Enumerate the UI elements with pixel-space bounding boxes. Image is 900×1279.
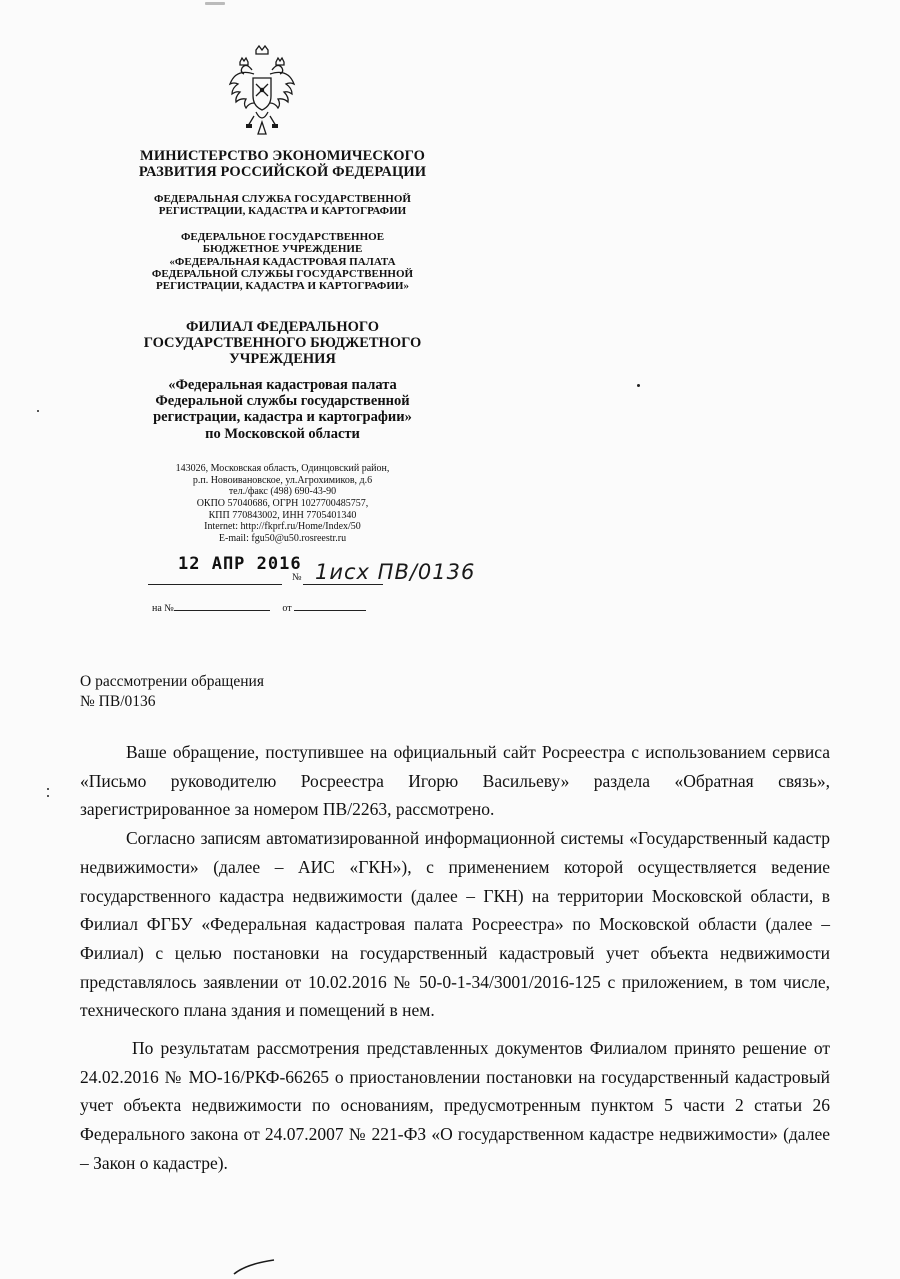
ministry-line: РАЗВИТИЯ РОССИЙСКОЙ ФЕДЕРАЦИИ	[138, 164, 427, 181]
ref-number-line	[174, 609, 270, 611]
ref-label: на №	[152, 603, 174, 614]
service-line: РЕГИСТРАЦИИ, КАДАСТРА И КАРТОГРАФИИ	[158, 205, 407, 218]
scan-speck	[37, 410, 39, 412]
contact-line: 143026, Московская область, Одинцовский район,	[175, 463, 390, 474]
scan-speck	[637, 384, 640, 387]
date-stamp: 12 АПР 2016	[178, 554, 302, 574]
outgoing-number: 1исх ПВ/0136	[315, 560, 476, 584]
from-label: от	[282, 603, 292, 614]
reference-row	[152, 603, 366, 614]
fgbu-line: РЕГИСТРАЦИИ, КАДАСТРА И КАРТОГРАФИИ»	[156, 280, 409, 293]
contact-line: Internet: http://fkprf.ru/Home/Index/50	[204, 521, 361, 533]
federal-service-name	[110, 193, 455, 218]
branch-line: УЧРЕЖДЕНИЯ	[229, 351, 336, 368]
contact-line: р.п. Новоивановское, ул.Агрохимиков, д.6	[192, 474, 373, 486]
subject-line: № ПВ/0136	[80, 693, 156, 711]
ministry-name	[110, 148, 455, 180]
scan-speck	[205, 2, 225, 5]
kadpalata-line: Федеральной службы государственной	[155, 393, 410, 410]
kadastr-palata-name	[110, 377, 455, 442]
branch-line: ФИЛИАЛ ФЕДЕРАЛЬНОГО	[185, 319, 380, 335]
fgbu-name	[110, 231, 455, 293]
subject-line: О рассмотрении обращения	[80, 673, 264, 690]
body-paragraph: Ваше обращение, поступившее на официальный сайт Росреестра с использованием сервиса «Письмо руководителю Росреестра Игорю Васильеву» раздела «Обратная связь», зарегистрированное за номером ПВ/2263, рассмотрено.	[80, 742, 830, 820]
contact-line: ОКПО 57040686, ОГРН 1027700485757,	[196, 498, 369, 510]
letter-body	[80, 738, 830, 1178]
number-label: №	[292, 572, 302, 583]
branch-name	[110, 319, 455, 368]
fgbu-line: БЮДЖЕТНОЕ УЧРЕЖДЕНИЕ	[202, 243, 363, 256]
scan-speck	[47, 795, 49, 797]
fgbu-line: ФЕДЕРАЛЬНОЕ ГОСУДАРСТВЕННОЕ	[180, 231, 385, 243]
letter-subject	[80, 672, 264, 712]
service-line: ФЕДЕРАЛЬНАЯ СЛУЖБА ГОСУДАРСТВЕННОЙ	[154, 193, 411, 205]
ref-date-line	[294, 609, 366, 611]
scan-speck	[47, 788, 49, 790]
contact-line: КПП 770843002, ИНН 7705401340	[208, 509, 357, 521]
body-paragraph: Согласно записям автоматизированной информационной системы «Государственный кадастр недвижимости» (далее – АИС «ГКН»), с применением которой осуществляется ведение государственного кадастра недвижимости (далее – ГКН) на территории Московской области, в Филиал ФГБУ «Федеральная кадастровая палата Росреестра» по Московской области (далее – Филиал) с целью постановки на государственный кадастровый учет объекта недвижимости представлялось заявлении от 10.02.2016 № 50-0-1-34/3001/2016-125 с приложением, в том числе, технического плана здания и помещений в нем.	[80, 828, 830, 1021]
number-underline	[303, 584, 383, 585]
ministry-line: МИНИСТЕРСТВО ЭКОНОМИЧЕСКОГО	[140, 148, 425, 164]
fgbu-line: «ФЕДЕРАЛЬНАЯ КАДАСТРОВАЯ ПАЛАТА	[169, 255, 396, 268]
signature-stroke-icon	[232, 1256, 276, 1276]
kadpalata-line: по Московской области	[205, 425, 360, 442]
contact-line: тел./факс (498) 690-43-90	[228, 486, 337, 498]
body-paragraph: По результатам рассмотрения представленных документов Филиалом принято решение от 24.02.2016 № МО-16/РКФ-66265 о приостановлении постановки на государственный кадастровый учет объекта недвижимости по основаниям, предусмотренным пунктом 5 части 2 статьи 26 Федерального закона от 24.07.2007 № 221-ФЗ «О государственном кадастре недвижимости» (далее – Закон о кадастре).	[80, 1038, 830, 1173]
double-headed-eagle-emblem-icon	[226, 44, 298, 140]
kadpalata-line: «Федеральная кадастровая палата	[168, 377, 397, 393]
contacts-block	[110, 463, 455, 545]
fgbu-line: ФЕДЕРАЛЬНОЙ СЛУЖБЫ ГОСУДАРСТВЕННОЙ	[151, 267, 414, 280]
branch-line: ГОСУДАРСТВЕННОГО БЮДЖЕТНОГО	[143, 335, 422, 352]
date-underline	[148, 584, 282, 585]
contact-line: E-mail: fgu50@u50.rosreestr.ru	[218, 533, 347, 545]
kadpalata-line: регистрации, кадастра и картографии»	[153, 409, 412, 426]
